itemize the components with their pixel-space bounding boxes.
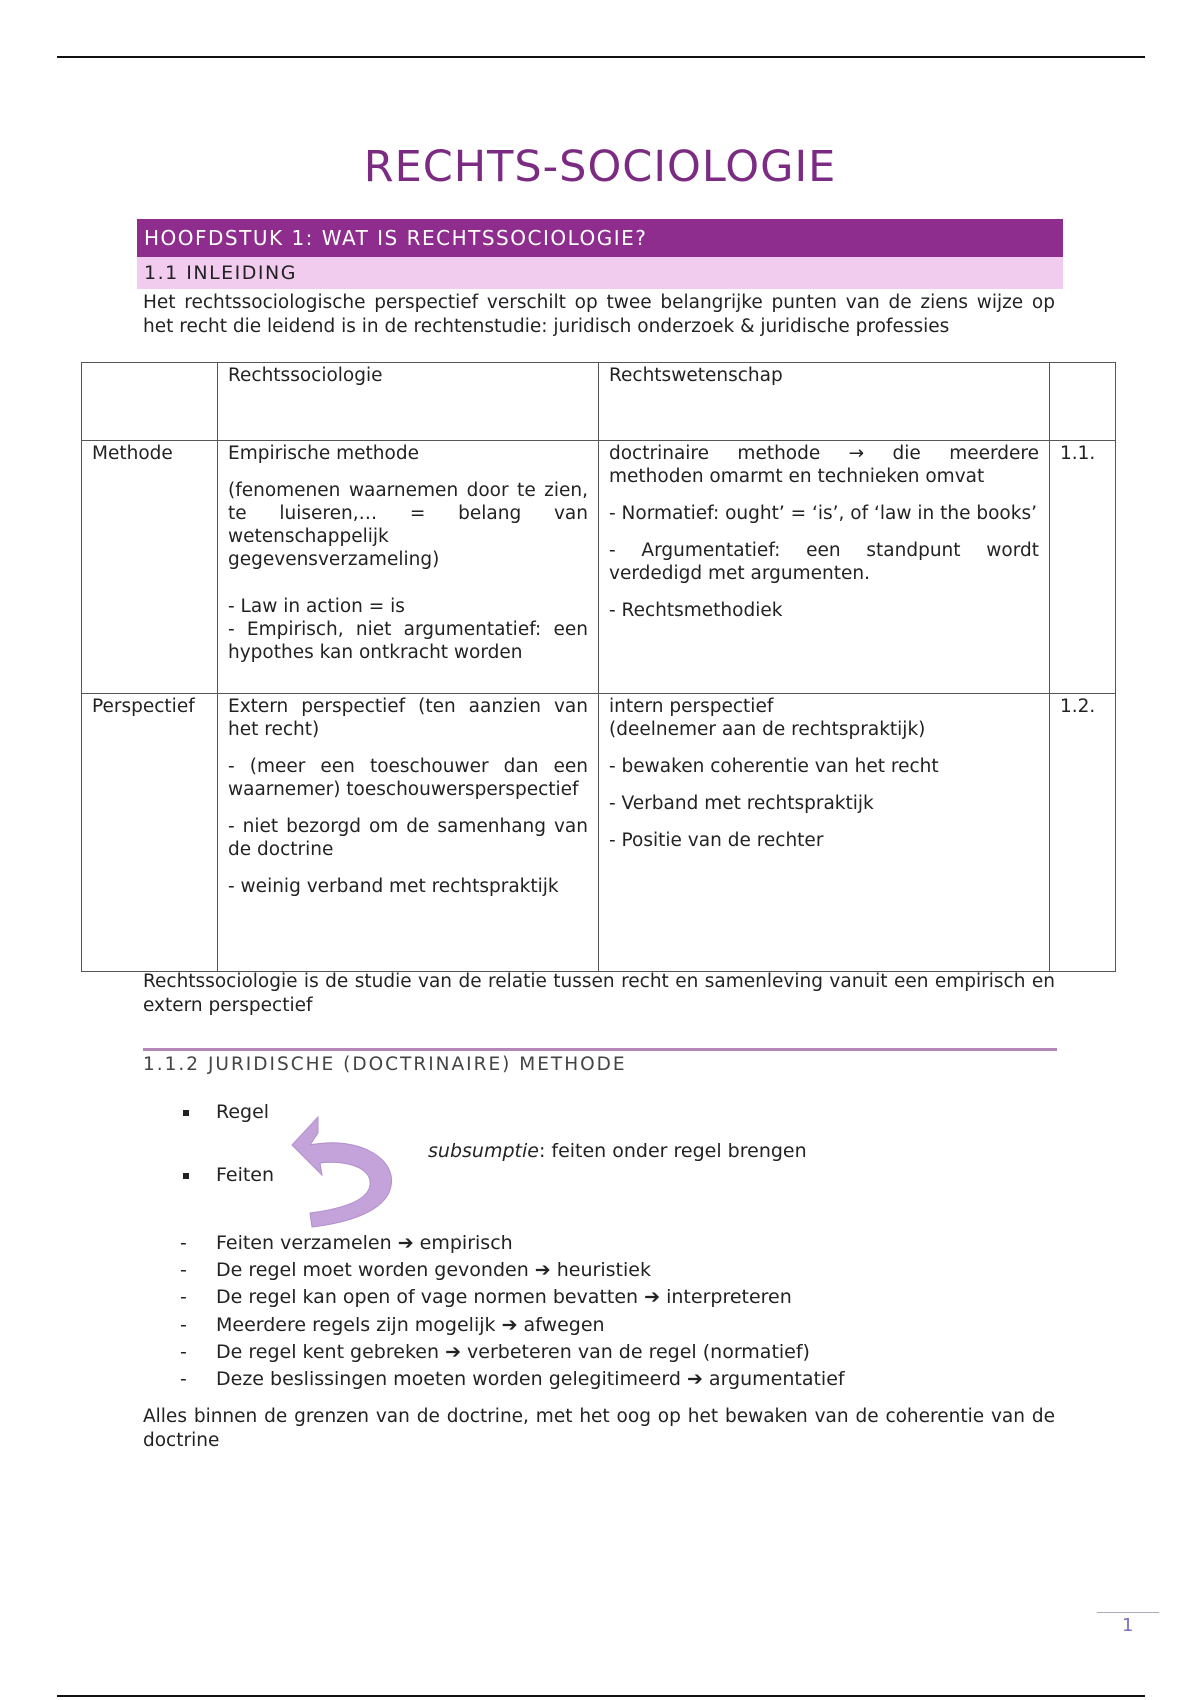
arrow-right-icon: ➔ (534, 1259, 551, 1282)
list-item (180, 1312, 845, 1339)
row-ref: 1.1. (1050, 441, 1116, 694)
list-item (180, 1284, 845, 1311)
cell-line: - bewaken coherentie van het recht (609, 756, 939, 777)
subsumption-line (428, 1140, 807, 1162)
cell-line: Empirische methode (228, 443, 419, 464)
row-label: Methode (82, 441, 218, 694)
step-result: verbeteren van de regel (normatief) (467, 1340, 810, 1363)
bullet-square-icon (183, 1110, 189, 1116)
bullet-item-feiten: Feiten (216, 1164, 275, 1186)
header-rule (57, 56, 1145, 58)
comparison-table (81, 362, 1116, 972)
science-cell (599, 694, 1050, 972)
arrow-right-icon: ➔ (686, 1368, 703, 1391)
table-header-empty (82, 363, 218, 441)
table-row (82, 441, 1116, 694)
cell-line: (fenomenen waarnemen door te zien, te luiseren,… = belang van wetenschappelijk gegevensverzameling) (228, 480, 588, 570)
cell-line: - Rechtsmethodiek (609, 600, 783, 621)
step-result: empirisch (419, 1232, 513, 1254)
science-cell (599, 441, 1050, 694)
page-number: 1 (1122, 1615, 1134, 1636)
cell-line: - niet bezorgd om de samenhang van de doctrine (228, 816, 588, 860)
row-ref: 1.2. (1050, 694, 1116, 972)
subsection-heading: 1.1.2 JURIDISCHE (DOCTRINAIRE) METHODE (143, 1054, 627, 1075)
bullet-item-regel: Regel (216, 1101, 270, 1123)
list-item (180, 1366, 845, 1393)
cell-line: - Positie van de rechter (609, 830, 824, 851)
step-text: De regel moet worden gevonden (216, 1259, 529, 1282)
page-number-rule (1097, 1612, 1159, 1613)
step-text: Meerdere regels zijn mogelijk (216, 1313, 496, 1336)
summary-paragraph: Rechtssociologie is de studie van de relatie tussen recht en samenleving vanuit een empirisch en extern perspectief (143, 971, 1055, 1016)
dash-marker: - (180, 1259, 187, 1282)
intro-paragraph: Het rechtssociologische perspectief verschilt op twee belangrijke punten van de ziens wijze op het recht die leidend is in de rechtenstudie: juridisch onderzoek & juridische professies (143, 292, 1055, 337)
chapter-heading: HOOFDSTUK 1: WAT IS RECHTSSOCIOLOGIE? (137, 219, 1063, 257)
step-text: De regel kent gebreken (216, 1340, 440, 1363)
table-header-sociology: Rechtssociologie (218, 363, 599, 441)
arrow-right-icon: ➔ (501, 1313, 518, 1336)
list-item (180, 1257, 845, 1284)
step-text: Feiten verzamelen (216, 1232, 392, 1254)
cell-line: (deelnemer aan de rechtspraktijk) (609, 719, 926, 740)
subsection-rule (143, 1048, 1057, 1051)
step-result: heuristiek (556, 1259, 651, 1282)
subsumption-term: subsumptie (428, 1140, 539, 1162)
bullet-square-icon (183, 1173, 189, 1179)
table-header-science: Rechtswetenschap (599, 363, 1050, 441)
cell-line: - Empirisch, niet argumentatief: een hypothes kan ontkracht worden (228, 619, 588, 663)
sociology-cell (218, 694, 599, 972)
dash-marker: - (180, 1313, 187, 1336)
row-label: Perspectief (82, 694, 218, 972)
dash-marker: - (180, 1368, 187, 1391)
subsumption-definition: : feiten onder regel brengen (538, 1140, 807, 1162)
page-title: RECHTS-SOCIOLOGIE (363, 142, 837, 192)
cell-line: - Verband met rechtspraktijk (609, 793, 874, 814)
step-result: argumentatief (708, 1368, 845, 1391)
step-text: De regel kan open of vage normen bevatten (216, 1286, 639, 1309)
list-item (180, 1339, 845, 1366)
dash-marker: - (180, 1286, 187, 1309)
dash-marker: - (180, 1340, 187, 1363)
step-text: Deze beslissingen moeten worden gelegitimeerd (216, 1368, 687, 1391)
section-heading: 1.1 INLEIDING (137, 257, 1063, 289)
cell-line: - (meer een toeschouwer dan een waarnemer) toeschouwersperspectief (228, 756, 588, 800)
cell-line: intern perspectief (609, 696, 774, 717)
step-result: afwegen (523, 1313, 605, 1336)
table-header-row (82, 363, 1116, 441)
arrow-right-icon: ➔ (397, 1232, 414, 1254)
cell-line: - weinig verband met rechtspraktijk (228, 876, 559, 897)
cell-line: - Argumentatief: een standpunt wordt verdedigd met argumenten. (609, 540, 1039, 584)
cell-line: - Normatief: ought’ = ‘is’, of ‘law in the books’ (609, 503, 1037, 524)
arrow-right-icon: ➔ (445, 1340, 461, 1363)
sociology-cell (218, 441, 599, 694)
step-result: interpreteren (666, 1286, 792, 1309)
table-header-ref (1050, 363, 1116, 441)
arrow-right-icon: ➔ (644, 1286, 661, 1309)
dash-marker: - (180, 1232, 187, 1254)
table-row (82, 694, 1116, 972)
footer-rule (57, 1695, 1145, 1697)
cell-line: doctrinaire methode → die meerdere methoden omarmt en technieken omvat (609, 443, 1039, 487)
steps-list (180, 1230, 845, 1393)
list-item (180, 1230, 845, 1257)
cell-line: Extern perspectief (ten aanzien van het recht) (228, 696, 588, 740)
closing-paragraph: Alles binnen de grenzen van de doctrine, met het oog op het bewaken van de coherentie van de doctrine (143, 1406, 1055, 1451)
cell-line: - Law in action = is (228, 596, 405, 617)
curved-arrow-icon (290, 1105, 410, 1230)
